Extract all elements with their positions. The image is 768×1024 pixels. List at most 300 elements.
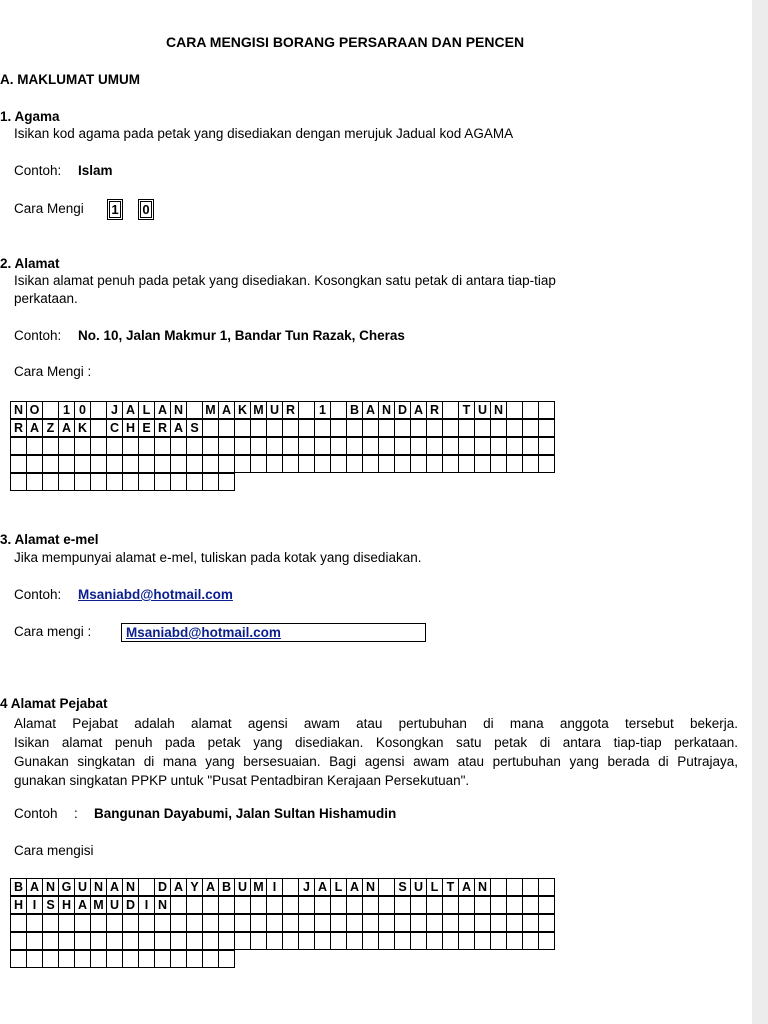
grid-cell[interactable] [538, 455, 555, 473]
grid-cell[interactable] [522, 437, 539, 455]
grid-cell[interactable] [106, 932, 123, 950]
grid-cell[interactable] [122, 914, 139, 932]
grid-cell[interactable]: M [202, 401, 219, 419]
grid-cell[interactable] [170, 896, 187, 914]
grid-cell[interactable] [202, 896, 219, 914]
grid-cell[interactable]: A [410, 401, 427, 419]
grid-cell[interactable] [266, 896, 283, 914]
grid-cell[interactable] [154, 437, 171, 455]
grid-cell[interactable]: A [170, 419, 187, 437]
grid-cell[interactable] [410, 914, 427, 932]
grid-cell[interactable] [522, 896, 539, 914]
grid-cell[interactable] [346, 896, 363, 914]
grid-cell[interactable] [506, 932, 523, 950]
grid-cell[interactable] [170, 455, 187, 473]
grid-cell[interactable] [266, 914, 283, 932]
grid-cell[interactable]: N [42, 878, 59, 896]
grid-cell[interactable] [330, 455, 347, 473]
grid-cell[interactable] [202, 950, 219, 968]
grid-cell[interactable] [442, 401, 459, 419]
grid-cell[interactable] [250, 455, 267, 473]
grid-cell[interactable]: S [42, 896, 59, 914]
grid-cell[interactable] [458, 914, 475, 932]
grid-cell[interactable] [234, 932, 251, 950]
grid-cell[interactable] [426, 932, 443, 950]
grid-cell[interactable] [282, 932, 299, 950]
grid-cell[interactable] [458, 932, 475, 950]
grid-cell[interactable] [74, 473, 91, 491]
grid-cell[interactable] [266, 932, 283, 950]
grid-cell[interactable]: C [106, 419, 123, 437]
grid-cell[interactable] [378, 419, 395, 437]
grid-cell[interactable] [250, 437, 267, 455]
grid-cell[interactable] [410, 419, 427, 437]
grid-cell[interactable] [442, 455, 459, 473]
grid-cell[interactable] [474, 914, 491, 932]
grid-cell[interactable]: A [58, 419, 75, 437]
grid-cell[interactable]: 1 [58, 401, 75, 419]
grid-cell[interactable] [346, 914, 363, 932]
grid-cell[interactable] [186, 473, 203, 491]
grid-cell[interactable] [26, 914, 43, 932]
grid-cell[interactable] [298, 914, 315, 932]
grid-cell[interactable] [186, 950, 203, 968]
grid-cell[interactable] [426, 455, 443, 473]
grid-cell[interactable] [522, 932, 539, 950]
grid-cell[interactable]: K [74, 419, 91, 437]
grid-cell[interactable] [218, 914, 235, 932]
grid-cell[interactable]: D [154, 878, 171, 896]
grid-cell[interactable] [138, 950, 155, 968]
grid-cell[interactable]: H [122, 419, 139, 437]
grid-cell[interactable] [218, 437, 235, 455]
grid-cell[interactable] [490, 455, 507, 473]
grid-cell[interactable] [202, 455, 219, 473]
grid-cell[interactable]: N [10, 401, 27, 419]
grid-cell[interactable] [58, 473, 75, 491]
grid-cell[interactable] [330, 437, 347, 455]
grid-cell[interactable] [426, 896, 443, 914]
grid-cell[interactable] [346, 455, 363, 473]
grid-cell[interactable] [490, 437, 507, 455]
grid-cell[interactable] [426, 437, 443, 455]
grid-cell[interactable] [154, 932, 171, 950]
grid-cell[interactable] [442, 914, 459, 932]
grid-cell[interactable] [250, 932, 267, 950]
grid-cell[interactable] [522, 401, 539, 419]
grid-cell[interactable] [58, 914, 75, 932]
grid-cell[interactable] [330, 419, 347, 437]
grid-cell[interactable] [202, 419, 219, 437]
grid-cell[interactable] [394, 896, 411, 914]
grid-cell[interactable] [410, 455, 427, 473]
grid-cell[interactable] [42, 437, 59, 455]
grid-cell[interactable]: I [266, 878, 283, 896]
grid-cell[interactable] [330, 401, 347, 419]
grid-cell[interactable] [218, 950, 235, 968]
grid-cell[interactable] [42, 401, 59, 419]
grid-cell[interactable]: U [266, 401, 283, 419]
grid-cell[interactable] [186, 437, 203, 455]
grid-cell[interactable]: H [58, 896, 75, 914]
grid-cell[interactable] [154, 473, 171, 491]
grid-cell[interactable] [506, 437, 523, 455]
grid-cell[interactable] [234, 419, 251, 437]
grid-cell[interactable] [298, 455, 315, 473]
grid-cell[interactable]: Z [42, 419, 59, 437]
grid-cell[interactable]: A [106, 878, 123, 896]
grid-cell[interactable] [138, 914, 155, 932]
grid-cell[interactable] [378, 896, 395, 914]
grid-cell[interactable] [394, 437, 411, 455]
grid-cell[interactable] [42, 473, 59, 491]
grid-cell[interactable] [122, 950, 139, 968]
grid-cell[interactable]: 1 [314, 401, 331, 419]
grid-cell[interactable]: U [474, 401, 491, 419]
grid-cell[interactable]: R [426, 401, 443, 419]
grid-cell[interactable]: M [90, 896, 107, 914]
grid-cell[interactable] [26, 950, 43, 968]
grid-cell[interactable]: J [106, 401, 123, 419]
grid-cell[interactable] [26, 473, 43, 491]
grid-cell[interactable] [458, 896, 475, 914]
grid-cell[interactable] [186, 914, 203, 932]
grid-cell[interactable] [122, 455, 139, 473]
grid-cell[interactable]: B [218, 878, 235, 896]
grid-cell[interactable] [138, 473, 155, 491]
grid-cell[interactable]: T [442, 878, 459, 896]
grid-cell[interactable]: U [74, 878, 91, 896]
grid-cell[interactable]: G [58, 878, 75, 896]
grid-cell[interactable] [442, 419, 459, 437]
grid-cell[interactable] [394, 932, 411, 950]
grid-cell[interactable] [218, 896, 235, 914]
grid-cell[interactable] [282, 455, 299, 473]
grid-cell[interactable] [282, 896, 299, 914]
grid-cell[interactable] [250, 896, 267, 914]
grid-cell[interactable] [42, 455, 59, 473]
grid-cell[interactable] [170, 932, 187, 950]
grid-cell[interactable]: N [378, 401, 395, 419]
grid-cell[interactable]: A [74, 896, 91, 914]
grid-cell[interactable]: N [490, 401, 507, 419]
grid-cell[interactable]: A [170, 878, 187, 896]
grid-cell[interactable]: L [426, 878, 443, 896]
grid-cell[interactable] [362, 914, 379, 932]
grid-cell[interactable] [298, 401, 315, 419]
grid-cell[interactable] [202, 932, 219, 950]
grid-cell[interactable] [506, 401, 523, 419]
grid-cell[interactable] [314, 896, 331, 914]
grid-cell[interactable] [266, 437, 283, 455]
grid-cell[interactable] [346, 437, 363, 455]
grid-cell[interactable] [10, 455, 27, 473]
grid-cell[interactable] [282, 437, 299, 455]
grid-cell[interactable]: A [154, 401, 171, 419]
email-contoh-link[interactable]: Msaniabd@hotmail.com [78, 587, 233, 602]
grid-cell[interactable] [42, 914, 59, 932]
grid-cell[interactable] [42, 950, 59, 968]
grid-cell[interactable] [378, 455, 395, 473]
grid-cell[interactable] [442, 437, 459, 455]
grid-cell[interactable] [202, 473, 219, 491]
grid-cell[interactable] [74, 455, 91, 473]
grid-cell[interactable] [138, 932, 155, 950]
grid-cell[interactable] [362, 437, 379, 455]
grid-cell[interactable]: I [26, 896, 43, 914]
grid-cell[interactable]: D [122, 896, 139, 914]
grid-cell[interactable] [490, 878, 507, 896]
grid-cell[interactable] [314, 419, 331, 437]
grid-cell[interactable] [394, 419, 411, 437]
email-input-box[interactable] [121, 623, 426, 642]
grid-cell[interactable] [90, 932, 107, 950]
grid-cell[interactable] [58, 437, 75, 455]
grid-cell[interactable]: A [202, 878, 219, 896]
grid-cell[interactable] [266, 419, 283, 437]
grid-cell[interactable] [218, 455, 235, 473]
grid-cell[interactable] [538, 437, 555, 455]
grid-cell[interactable]: U [410, 878, 427, 896]
grid-cell[interactable] [538, 878, 555, 896]
grid-cell[interactable]: L [330, 878, 347, 896]
grid-cell[interactable] [122, 437, 139, 455]
agama-code-box-2[interactable]: 0 [138, 199, 154, 220]
grid-cell[interactable] [378, 437, 395, 455]
grid-cell[interactable] [474, 932, 491, 950]
grid-cell[interactable] [506, 896, 523, 914]
grid-cell[interactable] [506, 455, 523, 473]
grid-cell[interactable] [410, 437, 427, 455]
grid-cell[interactable]: A [314, 878, 331, 896]
grid-cell[interactable] [394, 914, 411, 932]
grid-cell[interactable] [330, 932, 347, 950]
grid-cell[interactable] [538, 932, 555, 950]
grid-cell[interactable] [298, 896, 315, 914]
grid-cell[interactable] [314, 437, 331, 455]
grid-cell[interactable] [538, 914, 555, 932]
grid-cell[interactable] [154, 950, 171, 968]
grid-cell[interactable] [58, 455, 75, 473]
grid-cell[interactable] [538, 401, 555, 419]
grid-cell[interactable] [394, 455, 411, 473]
grid-cell[interactable] [26, 932, 43, 950]
grid-cell[interactable] [458, 419, 475, 437]
grid-cell[interactable] [538, 896, 555, 914]
grid-cell[interactable]: A [458, 878, 475, 896]
grid-cell[interactable] [506, 914, 523, 932]
grid-cell[interactable] [10, 932, 27, 950]
grid-cell[interactable]: R [282, 401, 299, 419]
grid-cell[interactable] [186, 896, 203, 914]
grid-cell[interactable]: A [346, 878, 363, 896]
grid-cell[interactable] [106, 437, 123, 455]
grid-cell[interactable]: A [122, 401, 139, 419]
grid-cell[interactable] [90, 455, 107, 473]
grid-cell[interactable] [42, 932, 59, 950]
grid-cell[interactable] [58, 950, 75, 968]
grid-cell[interactable]: A [218, 401, 235, 419]
grid-cell[interactable] [218, 932, 235, 950]
grid-cell[interactable] [426, 914, 443, 932]
grid-cell[interactable] [410, 896, 427, 914]
grid-cell[interactable] [106, 473, 123, 491]
grid-cell[interactable] [170, 914, 187, 932]
grid-cell[interactable] [106, 914, 123, 932]
grid-cell[interactable] [186, 932, 203, 950]
grid-cell[interactable]: N [90, 878, 107, 896]
grid-cell[interactable] [234, 896, 251, 914]
grid-cell[interactable] [458, 437, 475, 455]
grid-cell[interactable] [426, 419, 443, 437]
grid-cell[interactable]: R [10, 419, 27, 437]
grid-cell[interactable] [234, 914, 251, 932]
grid-cell[interactable] [442, 896, 459, 914]
grid-cell[interactable]: A [26, 419, 43, 437]
grid-cell[interactable] [506, 419, 523, 437]
grid-cell[interactable]: J [298, 878, 315, 896]
grid-cell[interactable]: R [154, 419, 171, 437]
grid-cell[interactable] [122, 932, 139, 950]
grid-cell[interactable] [378, 932, 395, 950]
grid-cell[interactable] [138, 455, 155, 473]
grid-cell[interactable] [378, 878, 395, 896]
grid-cell[interactable]: K [234, 401, 251, 419]
grid-cell[interactable] [362, 455, 379, 473]
grid-cell[interactable] [186, 455, 203, 473]
grid-cell[interactable] [474, 896, 491, 914]
grid-cell[interactable] [362, 419, 379, 437]
grid-cell[interactable] [106, 455, 123, 473]
grid-cell[interactable] [314, 932, 331, 950]
grid-cell[interactable]: S [186, 419, 203, 437]
grid-cell[interactable] [234, 455, 251, 473]
grid-cell[interactable]: I [138, 896, 155, 914]
grid-cell[interactable]: M [250, 878, 267, 896]
grid-cell[interactable] [74, 950, 91, 968]
grid-cell[interactable] [298, 437, 315, 455]
grid-cell[interactable]: N [154, 896, 171, 914]
grid-cell[interactable]: U [106, 896, 123, 914]
grid-cell[interactable] [522, 419, 539, 437]
grid-cell[interactable] [138, 878, 155, 896]
grid-cell[interactable] [346, 419, 363, 437]
grid-cell[interactable]: E [138, 419, 155, 437]
grid-cell[interactable]: D [394, 401, 411, 419]
grid-cell[interactable]: N [362, 878, 379, 896]
grid-cell[interactable] [298, 419, 315, 437]
grid-cell[interactable] [362, 896, 379, 914]
grid-cell[interactable] [522, 455, 539, 473]
grid-cell[interactable] [362, 932, 379, 950]
grid-cell[interactable]: A [26, 878, 43, 896]
grid-cell[interactable] [202, 437, 219, 455]
grid-cell[interactable] [442, 932, 459, 950]
grid-cell[interactable] [474, 419, 491, 437]
grid-cell[interactable] [90, 950, 107, 968]
grid-cell[interactable] [490, 419, 507, 437]
grid-cell[interactable] [538, 419, 555, 437]
grid-cell[interactable] [170, 437, 187, 455]
grid-cell[interactable] [490, 896, 507, 914]
grid-cell[interactable] [26, 437, 43, 455]
grid-cell[interactable] [330, 914, 347, 932]
grid-cell[interactable] [202, 914, 219, 932]
grid-cell[interactable] [90, 401, 107, 419]
grid-cell[interactable] [74, 932, 91, 950]
grid-cell[interactable] [250, 914, 267, 932]
grid-cell[interactable] [122, 473, 139, 491]
grid-cell[interactable]: M [250, 401, 267, 419]
grid-cell[interactable]: 0 [74, 401, 91, 419]
grid-cell[interactable] [234, 437, 251, 455]
grid-cell[interactable] [474, 455, 491, 473]
grid-cell[interactable] [90, 419, 107, 437]
grid-cell[interactable]: B [10, 878, 27, 896]
grid-cell[interactable] [138, 437, 155, 455]
grid-cell[interactable] [74, 914, 91, 932]
grid-cell[interactable] [218, 473, 235, 491]
grid-cell[interactable] [410, 932, 427, 950]
grid-cell[interactable] [282, 914, 299, 932]
grid-cell[interactable] [154, 914, 171, 932]
grid-cell[interactable] [266, 455, 283, 473]
grid-cell[interactable] [26, 455, 43, 473]
grid-cell[interactable]: O [26, 401, 43, 419]
grid-cell[interactable] [378, 914, 395, 932]
grid-cell[interactable] [522, 914, 539, 932]
grid-cell[interactable]: N [170, 401, 187, 419]
grid-cell[interactable]: H [10, 896, 27, 914]
grid-cell[interactable]: B [346, 401, 363, 419]
grid-cell[interactable] [250, 419, 267, 437]
grid-cell[interactable] [346, 932, 363, 950]
grid-cell[interactable]: L [138, 401, 155, 419]
grid-cell[interactable] [330, 896, 347, 914]
grid-cell[interactable]: A [362, 401, 379, 419]
grid-cell[interactable]: U [234, 878, 251, 896]
grid-cell[interactable] [314, 914, 331, 932]
grid-cell[interactable] [74, 437, 91, 455]
grid-cell[interactable] [474, 437, 491, 455]
grid-cell[interactable] [10, 950, 27, 968]
grid-cell[interactable] [522, 878, 539, 896]
grid-cell[interactable] [10, 437, 27, 455]
grid-cell[interactable] [314, 455, 331, 473]
grid-cell[interactable]: T [458, 401, 475, 419]
agama-code-box-1[interactable]: 1 [107, 199, 123, 220]
grid-cell[interactable] [218, 419, 235, 437]
grid-cell[interactable] [154, 455, 171, 473]
grid-cell[interactable]: Y [186, 878, 203, 896]
grid-cell[interactable] [490, 914, 507, 932]
grid-cell[interactable]: S [394, 878, 411, 896]
grid-cell[interactable] [90, 914, 107, 932]
grid-cell[interactable] [490, 932, 507, 950]
grid-cell[interactable] [10, 473, 27, 491]
grid-cell[interactable] [90, 473, 107, 491]
grid-cell[interactable] [458, 455, 475, 473]
grid-cell[interactable]: N [474, 878, 491, 896]
grid-cell[interactable] [170, 473, 187, 491]
grid-cell[interactable] [282, 878, 299, 896]
grid-cell[interactable] [106, 950, 123, 968]
grid-cell[interactable] [58, 932, 75, 950]
grid-cell[interactable] [506, 878, 523, 896]
grid-cell[interactable]: N [122, 878, 139, 896]
grid-cell[interactable] [170, 950, 187, 968]
grid-cell[interactable] [282, 419, 299, 437]
